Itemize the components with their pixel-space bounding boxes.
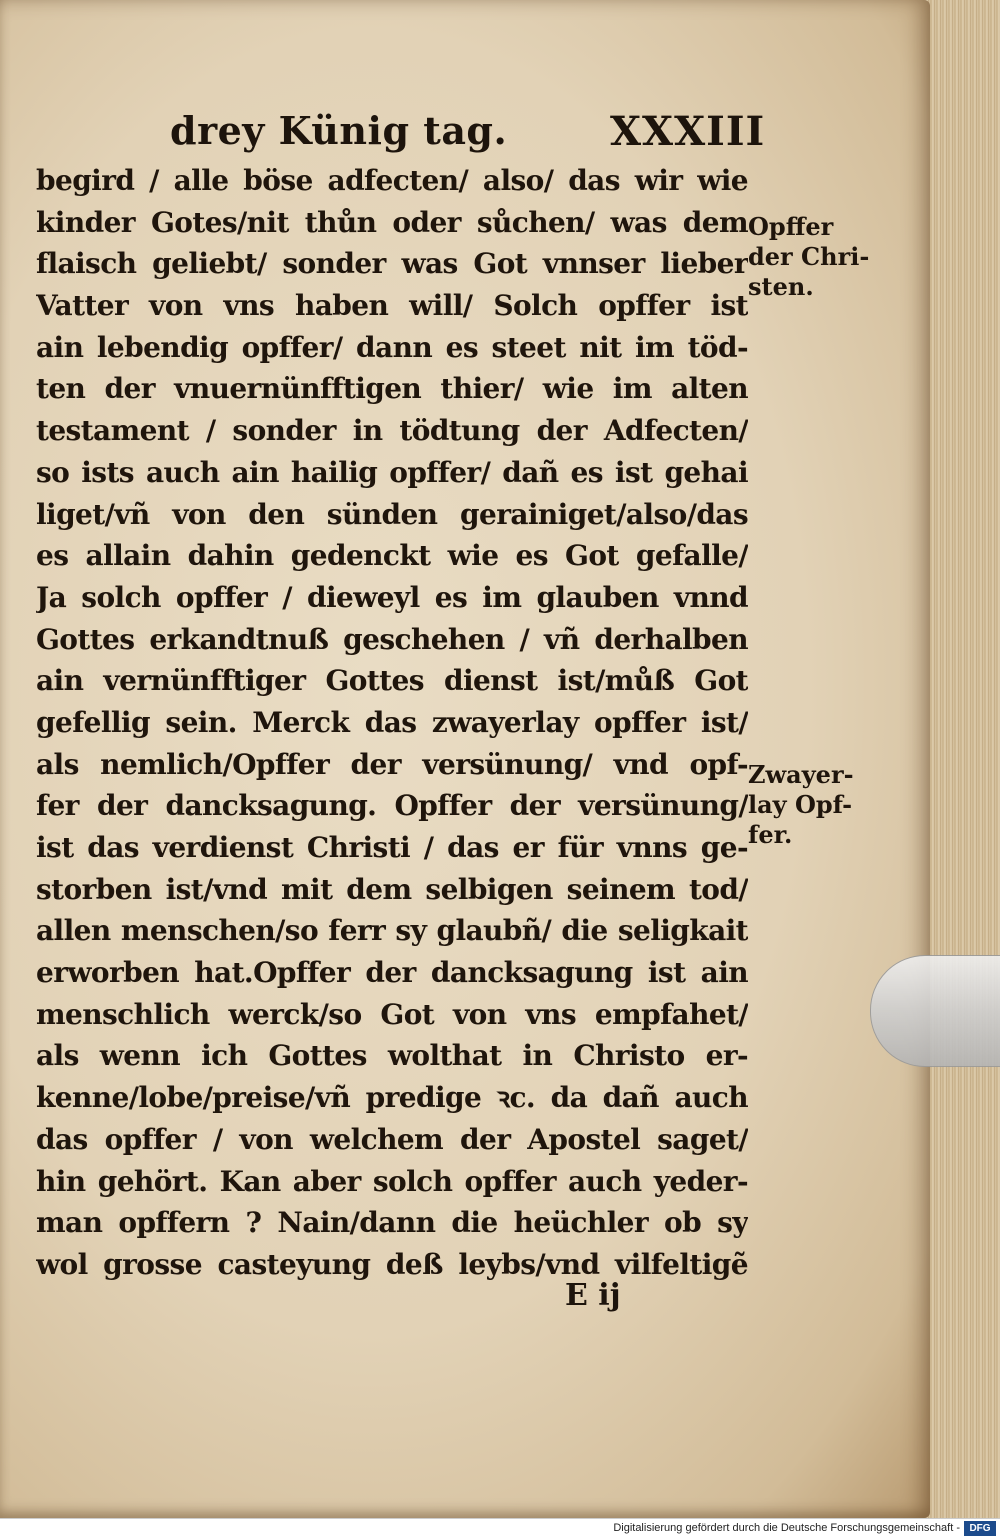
- text-line: testament / sonder in tödtung der Adfecten/: [36, 414, 748, 448]
- marginal-line: der Chri-: [748, 242, 870, 271]
- text-line: kinder Gotes/nit thůn oder sůchen/ was dem: [36, 205, 748, 239]
- text-line: begird / alle böse adfecten/ also/ das wir wie: [36, 164, 748, 197]
- text-line: fer der dancksagung. Opffer der versünung/: [36, 789, 748, 823]
- text-line: liget/vñ von den sünden gerainiget/also/das: [36, 497, 748, 531]
- text-line: flaisch geliebt/ sonder was Got vnnser lieber: [36, 247, 748, 281]
- text-line: hin gehört. Kan aber solch opffer auch yeder-: [36, 1164, 748, 1198]
- marginal-line: fer.: [748, 820, 793, 849]
- marginal-line: lay Opf-: [748, 790, 853, 819]
- text-line: ain vernünfftiger Gottes dienst ist/můß Got: [36, 664, 748, 698]
- signature-mark: E ij: [565, 1278, 621, 1313]
- text-line: man opffern ? Nain/dann die heüchler ob sy: [36, 1206, 748, 1240]
- text-line: als wenn ich Gottes wolthat in Christo er-: [36, 1039, 748, 1073]
- footer-bar: [0, 1518, 1000, 1540]
- text-line: erworben hat.Opffer der dancksagung ist ain: [36, 956, 748, 990]
- running-title: drey Künig tag.: [170, 108, 508, 153]
- text-line: menschlich werck/so Got von vns empfahet/: [36, 997, 748, 1031]
- text-line: als nemlich/Opffer der versünung/ vnd opf-: [36, 747, 748, 781]
- body-text: [36, 160, 748, 1286]
- text-line: ain lebendig opffer/ dann es steet nit im töd-: [36, 330, 748, 364]
- text-line: kenne/lobe/preise/vñ predige ꝛc. da dañ auch: [36, 1081, 748, 1115]
- text-line: ten der vnuernünfftigen thier/ wie im alten: [36, 372, 748, 406]
- folio-number: XXXIII: [610, 108, 766, 155]
- text-line: storben ist/vnd mit dem selbigen seinem tod/: [36, 872, 748, 906]
- text-line: allen menschen/so ferr sy glaubñ/ die seligkait: [36, 914, 748, 948]
- text-line: es allain dahin gedenckt wie es Got gefalle/: [36, 539, 748, 573]
- text-line: wol grosse casteyung deß leybs/vnd vilfeltigẽ: [36, 1247, 748, 1281]
- dfg-logo: DFG: [964, 1521, 996, 1536]
- book-clamp: [870, 955, 1000, 1067]
- text-line: so ists auch ain hailig opffer/ dañ es ist gehai: [36, 455, 748, 489]
- text-line: Vatter von vns haben will/ Solch opffer ist: [36, 289, 748, 323]
- text-line: ist das verdienst Christi / das er für vnns ge-: [36, 831, 748, 864]
- text-line: das opffer / von welchem der Apostel saget/: [36, 1122, 748, 1156]
- page-header: [40, 108, 766, 160]
- marginal-line: Zwayer-: [748, 760, 854, 789]
- marginal-line: sten.: [748, 272, 814, 301]
- text-line: gefellig sein. Merck das zwayerlay opffer ist/: [36, 705, 748, 739]
- marginal-note-christian-offering: [748, 212, 873, 302]
- text-line: Ja solch opffer / dieweyl es im glauben vnnd: [36, 580, 748, 614]
- marginal-line: Opffer: [748, 212, 834, 241]
- funding-credit: Digitalisierung gefördert durch die Deutsche Forschungsgemeinschaft -: [613, 1522, 960, 1534]
- marginal-note-two-offerings: [748, 760, 873, 850]
- text-line: Gottes erkandtnuß geschehen / vñ derhalben: [36, 622, 748, 656]
